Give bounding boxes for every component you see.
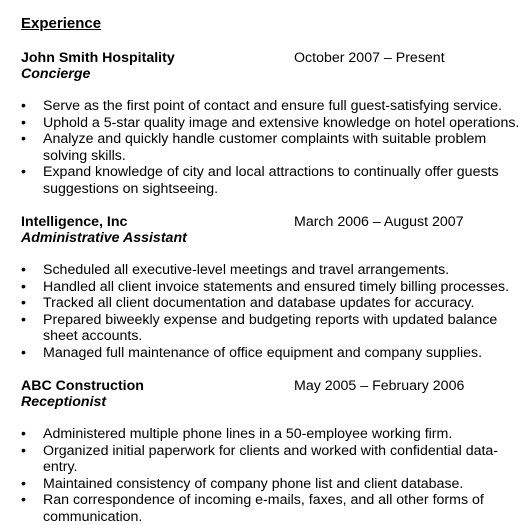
job-role: Concierge <box>21 66 91 82</box>
duty-item <box>0 345 530 362</box>
duty-item <box>0 164 530 197</box>
duty-text: Uphold a 5-star quality image and extensive knowledge on hotel operations. <box>43 114 520 131</box>
bullet-icon: • <box>21 295 26 311</box>
duty-item <box>0 312 530 345</box>
duty-item <box>0 115 530 132</box>
bullet-icon: • <box>21 114 26 131</box>
duty-text: Ran correspondence of incoming e-mails, faxes, and all other forms of communication. <box>43 492 484 525</box>
duty-item <box>0 426 530 443</box>
bullet-icon: • <box>21 492 26 508</box>
company-name: ABC Construction <box>21 378 144 394</box>
bullet-icon: • <box>21 131 26 147</box>
job-entry <box>0 378 530 525</box>
duty-text: Prepared biweekly expense and budgeting reports with updated balance sheet accounts. <box>43 311 498 344</box>
duty-text: Tracked all client documentation and database updates for accuracy. <box>43 295 475 311</box>
job-header <box>0 378 530 410</box>
bullet-icon: • <box>21 164 26 180</box>
company-name: Intelligence, Inc <box>21 214 128 230</box>
duty-text: Maintained consistency of company phone list and client database. <box>43 475 464 492</box>
company-name: John Smith Hospitality <box>21 50 175 66</box>
duty-text: Serve as the first point of contact and ensure full guest-satisfying service. <box>43 98 502 114</box>
duties-list <box>0 426 530 525</box>
employment-dates: March 2006 – August 2007 <box>294 214 464 230</box>
bullet-icon: • <box>21 98 26 114</box>
duty-item <box>0 476 530 493</box>
duty-text: Administered multiple phone lines in a 50-employee working firm. <box>43 426 453 442</box>
duty-item <box>0 443 530 476</box>
bullet-icon: • <box>21 475 26 492</box>
duty-item <box>0 98 530 115</box>
duty-text: Analyze and quickly handle customer complaints with suitable problem solving skills. <box>43 131 487 164</box>
duty-text: Expand knowledge of city and local attractions to continually offer guests suggestions on sightseeing. <box>43 164 499 197</box>
duty-text: Handled all client invoice statements and ensured timely billing processes. <box>43 278 510 295</box>
duty-item <box>0 295 530 312</box>
job-role: Administrative Assistant <box>21 230 187 246</box>
job-entry <box>0 50 530 197</box>
bullet-icon: • <box>21 311 26 328</box>
employment-dates: May 2005 – February 2006 <box>294 378 465 394</box>
duties-list <box>0 262 530 361</box>
duty-item <box>0 492 530 525</box>
job-header <box>0 214 530 246</box>
duty-text: Organized initial paperwork for clients and worked with confidential data-entry. <box>43 442 499 475</box>
employment-dates: October 2007 – Present <box>294 50 445 66</box>
bullet-icon: • <box>21 442 26 459</box>
job-role: Receptionist <box>21 394 107 410</box>
duty-text: Scheduled all executive-level meetings and travel arrangements. <box>43 262 450 278</box>
duty-item <box>0 262 530 279</box>
bullet-icon: • <box>21 262 26 278</box>
job-header <box>0 50 530 82</box>
duty-item <box>0 131 530 164</box>
bullet-icon: • <box>21 344 26 361</box>
duty-text: Managed full maintenance of office equipment and company supplies. <box>43 344 483 361</box>
job-entry <box>0 214 530 361</box>
section-title: Experience <box>21 15 102 32</box>
duties-list <box>0 98 530 197</box>
bullet-icon: • <box>21 278 26 295</box>
duty-item <box>0 279 530 296</box>
bullet-icon: • <box>21 426 26 442</box>
